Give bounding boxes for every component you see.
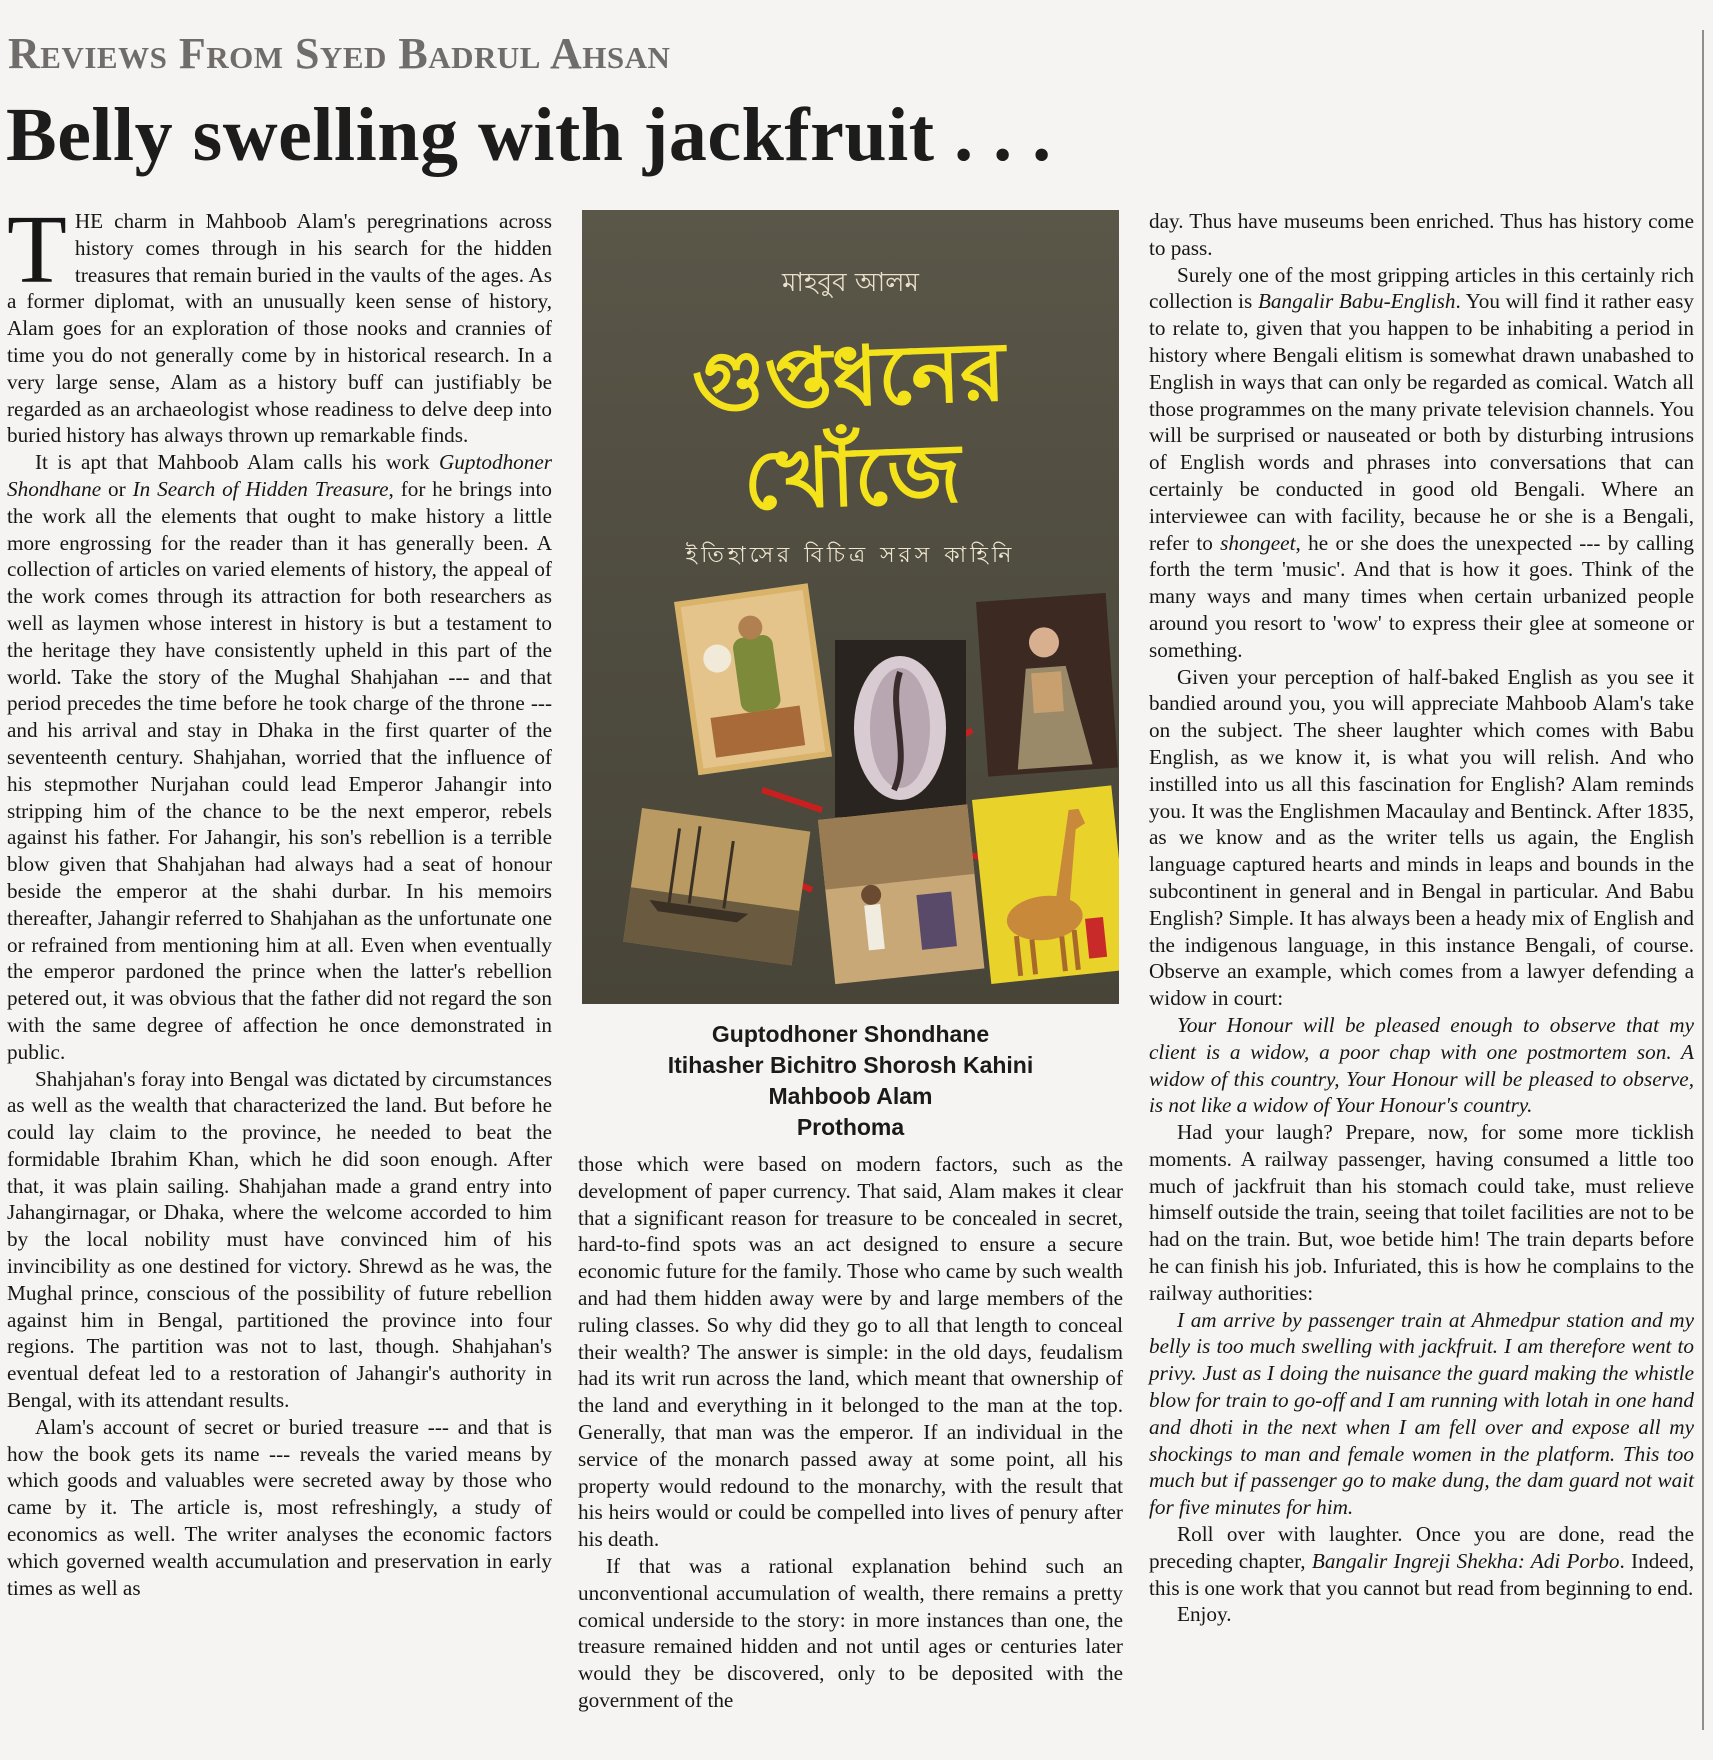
caption-publisher: Prothoma [796, 1114, 905, 1140]
street-scene-image [818, 804, 984, 984]
chapter-title: Bangalir Ingreji Shekha: Adi Porbo [1311, 1548, 1620, 1573]
block-quote [1149, 1012, 1694, 1119]
paragraph [1149, 262, 1694, 664]
paragraph-text: Surely one of the most gripping articles in this certainly rich collection is [1149, 262, 1694, 314]
paragraph: day. Thus have museums been enriched. Thus has history come to pass. [1149, 209, 1694, 260]
paragraph-text: or [101, 476, 133, 501]
paragraph: Given your perception of half-baked English as you see it bandied around you, you will appreciate Mahboob Alam's take on the subject. The sheer laughter which comes with Babu English, as we know it, is what you will relish. And who instilled into us all this fascination for English? Alam reminds you. It was the Englishmen Macaulay and Bentinck. After 1835, as we know and as the writer tells us again, the English language captured hearts and minds in leaps and bounds in the subcontinent in general and in Bengal in particular. And Babu English? Simple. It has always been a heady mix of English and the indigenous language, in this instance Bengali, of course. Observe an example, which comes from a lawyer defending a widow in court: [1149, 664, 1694, 1011]
block-quote [1149, 1307, 1694, 1521]
paragraph: Enjoy. [1177, 1602, 1232, 1627]
paragraph-text: , he or she does the unexpected --- by calling forth the term 'music'. And that is how it goes. Think of the many ways and many times when certain urbanized people around you resort to 'wow' to express their glee at someone or something. [1149, 530, 1694, 662]
paragraph: Alam's account of secret or buried treasure --- and that is how the book gets its name --- reveals the varied means by which goods and valuables were secreted away by those who came by it. The article is, most refreshingly, a study of economics as well. The writer analyses the economic factors which governed wealth accumulation and preservation in early times as well as [7, 1414, 552, 1600]
book-cover-image [582, 210, 1119, 1004]
section-kicker: Reviews From Syed Badrul Ahsan [8, 29, 671, 78]
cowrie-shell-image [835, 640, 966, 817]
column-rule [1702, 30, 1704, 1730]
paragraph-text: HE charm in Mahboob Alam's peregrinations across history comes through in his search for the hidden treasures that remain buried in the vaults of the ages. As a former diplomat, with an unusually keen sense of history, Alam goes for an exploration of those nooks and crannies of time you do not generally come by in historical research. In a very large sense, Alam as a history buff can justifiably be regarded as an archaeologist whose readiness to delve deep into buried history has always thrown up remarkable finds. [7, 209, 552, 448]
quote-text: Your Honour will be pleased enough to observe that my client is a widow, a poor chap with one postmortem son. A widow of this country, Your Honour will be pleased to observe, is not like a widow of Your Honour's country. [1149, 1012, 1694, 1118]
cover-author: মাহবুব আলম [782, 268, 919, 298]
paragraph [7, 449, 552, 1065]
article-column-1 [7, 196, 552, 1601]
paragraph-text: , for he brings into the work all the elements that ought to make history a little more engrossing for the reader than it has generally been. A collection of articles on varied elements of history, the appeal of the work comes through its attraction for both researchers as well as laymen whose interest in history is but a testament to the heritage they have consistently upheld in this part of the world. Take the story of the Mughal Shahjahan --- and that period precedes the time before he took charge of the throne --- and his arrival and stay in Dhaka in the first quarter of the seventeenth century. Shahjahan, worried that the influence of his stepmother Nurjahan could lead Emperor Jahangir into stripping him of the chance to be the next emperor, rebels against his father. For Jahangir, his son's rebellion is a terrible blow given that Shahjahan had always had a seat of honour beside the emperor at the shahi durbar. In his memoirs thereafter, Jahangir referred to Shahjahan as the unfortunate one or refrained from mentioning him at all. Even when eventually the emperor pardoned the prince when the latter's rebellion petered out, it was obvious that the father did not regard the son with the same degree of affection he once demonstrated in public. [7, 476, 552, 1064]
quote-text: I am arrive by passenger train at Ahmedpur station and my belly is too much swelling with jackfruit. I am therefore went to privy. Just as I doing the nuisance the guard making the whistle blow for train to go-off and I am running with lotah in one hand and dhoti in the next when I am fell over and expose all my shockings to man and female women in the platform. This too much but if passenger go to make dung, the dam guard not wait for five minutes for him. [1149, 1307, 1694, 1520]
cover-title: গুপ্তধনের খোঁজে [690, 324, 1007, 529]
mughal-portrait-image [674, 583, 832, 775]
book-title: Guptodhoner Shondhane [7, 450, 552, 501]
book-caption [582, 1019, 1119, 1143]
queen-portrait-image [976, 593, 1118, 777]
paragraph: If that was a rational explanation behind such an unconventional accumulation of wealth, there remains a pretty comical underside to the story: in more instances than one, the treasure remained hidden and not until ages or centuries later would they be discovered, only to be deposited with the government of the [578, 1553, 1123, 1712]
paragraph: those which were based on modern factors, such as the development of paper currency. That said, Alam makes it clear that a significant reason for treasure to be concealed in secret, hard-to-find spots was an act designed to ensure a secure economic future for the family. Those who came by such wealth and had them hidden away were by and large members of the ruling classes. So why did they go to all that length to conceal their wealth? The answer is simple: in the old days, feudalism had its writ run across the land, which meant that ownership of the land and everything in it belonged to the man at the top. Generally, that man was the emperor. If an individual in the service of the monarch passed away at some point, all his property would redound to the monarchy, with the result that his heirs would or could be compelled into lives of penury after his death. [578, 1152, 1123, 1552]
paragraph-text: . You will find it rather easy to relate to, given that you happen to be inhabiting a period in history where Bengali elitism is somewhat drawn unabashed to English in ways that can only be regarded as comical. Watch all those programmes on the many private television channels. You will be surprised or nauseated or both by disturbing intrusions of English words and phrases into conversations that can certainly be conducted in good old Bengali. Where an interviewee can with facility, because he or she is a Bengali, refer to [1149, 289, 1695, 555]
paragraph-text: It is apt that Mahboob Alam calls his work [35, 450, 439, 475]
bengali-word: shongeet [1220, 530, 1296, 555]
caption-title: Guptodhoner Shondhane [711, 1021, 990, 1047]
article-column-3 [1149, 208, 1694, 1628]
giraffe-painting-image [972, 785, 1119, 984]
cover-collage [582, 210, 1119, 1004]
caption-author: Mahboob Alam [768, 1083, 933, 1109]
paragraph: Shahjahan's foray into Bengal was dictated by circumstances as well as the wealth that characterized the land. But before he could lay claim to the province, he needed to beat the formidable Ibrahim Khan, which he did soon enough. After that, it was plain sailing. Shahjahan made a grand entry into Jahangirnagar, or Dhaka, where the welcome accorded to him by the local nobility must have convinced him of his invincibility as one destined for victory. Shrewd as he was, the Mughal prince, conscious of the possibility of future rebellion against him in Bengal, partitioned the province into four regions. The partition was not to last, though. Shahjahan's eventual defeat led to a restoration of Jahangir's authority in Bengal, with its attendant results. [7, 1066, 552, 1413]
ships-painting-image [623, 808, 810, 965]
article-title: Bangalir Babu-English [1257, 289, 1456, 314]
caption-subtitle: Itihasher Bichitro Shorosh Kahini [667, 1052, 1034, 1078]
article-column-2 [578, 1151, 1123, 1714]
paragraph [1149, 1521, 1694, 1601]
article-headline: Belly swelling with jackfruit . . . [6, 93, 1052, 177]
paragraph-text: . Indeed, this is one work that you cannot but read from beginning to end. [1149, 1548, 1694, 1600]
cover-subtitle: ইতিহাসের বিচিত্র সরস কাহিনি [685, 543, 1016, 568]
book-title: In Search of Hidden Treasure [132, 476, 389, 501]
paragraph [7, 196, 552, 449]
paragraph-text: Roll over with laughter. Once you are done, read the preceding chapter, [1149, 1522, 1694, 1573]
drop-cap: T [7, 196, 67, 304]
paragraph: Had your laugh? Prepare, now, for some more ticklish moments. A railway passenger, having consumed a little too much of jackfruit than his stomach could take, must relieve himself outside the train, seeing that toilet facilities are not to be had on the train. But, woe betide him! The train departs before he can finish his job. Infuriated, this is how he complains to the railway authorities: [1149, 1120, 1694, 1305]
